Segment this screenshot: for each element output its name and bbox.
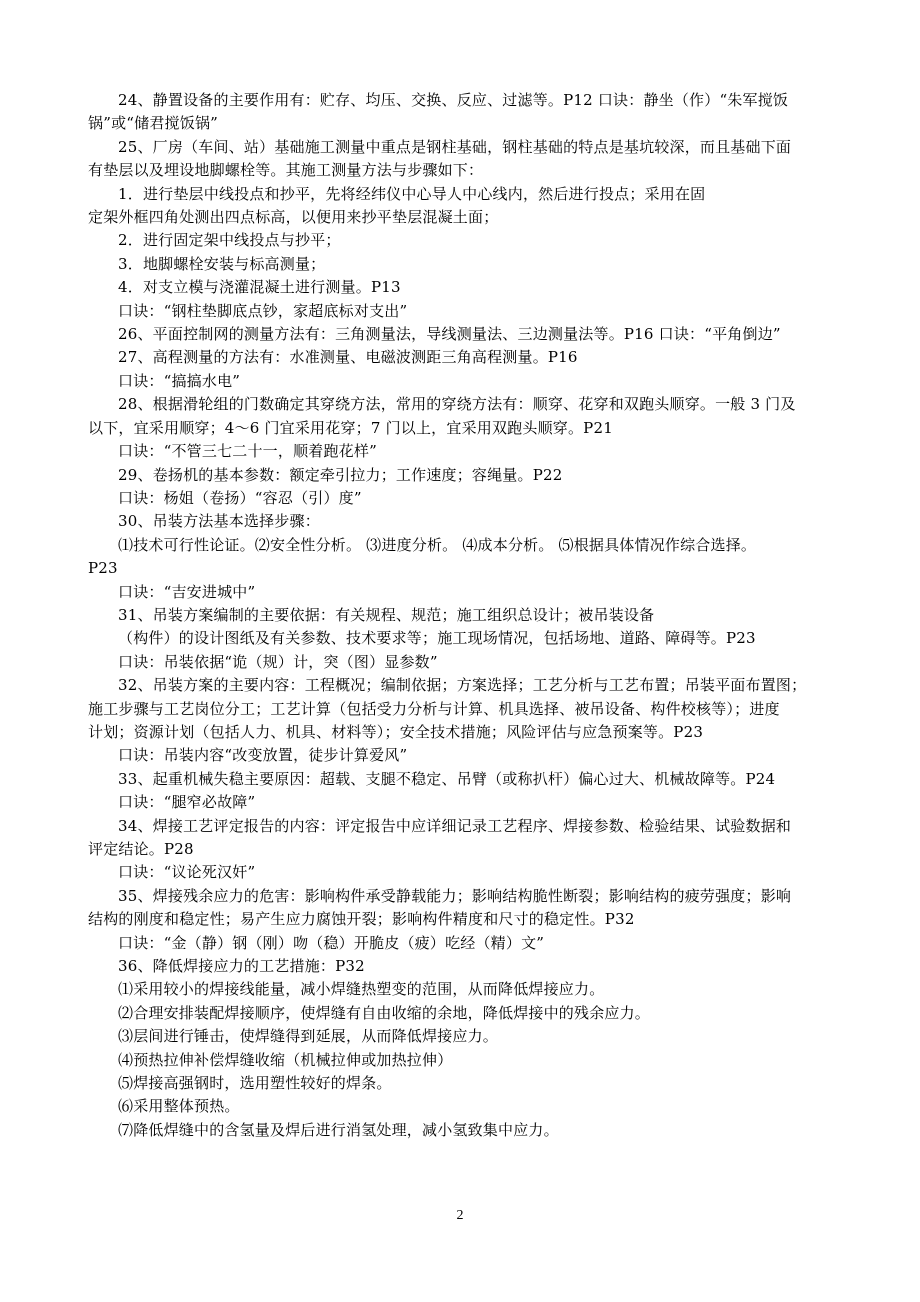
text-line: ⑹采用整体预热。 (118, 1097, 240, 1116)
text-line: 口诀：吊装内容“改变放置，徒步计算爱风” (118, 746, 408, 765)
text-line: 结构的刚度和稳定性；易产生应力腐蚀开裂；影响构件精度和尺寸的稳定性。P32 (88, 910, 635, 929)
text-line: 25、厂房（车间、站）基础施工测量中重点是钢柱基础，钢柱基础的特点是基坑较深，而且基础下面 (118, 137, 792, 156)
text-line: 计划；资源计划（包括人力、机具、材料等）；安全技术措施；风险评估与应急预案等。P23 (88, 722, 704, 741)
text-line: 31、吊装方案编制的主要依据：有关规程、规范；施工组织总设计；被吊装设备 (118, 605, 655, 624)
text-line: 35、焊接残余应力的危害：影响构件承受静载能力；影响结构脆性断裂；影响结构的疲劳强度；影响 (118, 886, 792, 905)
text-line: ⑶层间进行锤击，使焊缝得到延展，从而降低焊接应力。 (118, 1027, 499, 1046)
text-line: 口诀：“不管三七二十一，顺着跑花样” (118, 442, 377, 461)
text-line: 口诀：“吉安进城中” (118, 582, 256, 601)
text-line: P23 (88, 559, 118, 578)
text-line: 33、起重机械失稳主要原因：超载、支腿不稳定、吊臂（或称扒杆）偏心过大、机械故障等。P24 (118, 769, 776, 788)
text-line: 2．进行固定架中线投点与抄平； (118, 231, 341, 250)
text-line: 口诀：“金（静）钢（刚）吻（稳）开脆皮（疲）吃经（精）文” (118, 933, 545, 952)
text-line: 4．对支立模与浇灌混凝土进行测量。P13 (118, 278, 401, 297)
text-line: 口诀：杨姐（卷扬）“容忍（引）度” (118, 488, 362, 507)
page-number: 2 (456, 1208, 464, 1223)
text-line: 29、卷扬机的基本参数：额定牵引拉力；工作速度；容绳量。P22 (118, 465, 563, 484)
text-line: 3．地脚螺栓安装与标高测量； (118, 254, 326, 273)
document-body (88, 89, 844, 1142)
text-line: ⑴技术可行性论证。⑵安全性分析。 ⑶进度分析。 ⑷成本分析。 ⑸根据具体情况作综合选择。 (118, 535, 757, 554)
text-line: ⑷预热拉伸补偿焊缝收缩（机械拉伸或加热拉伸） (118, 1050, 453, 1069)
text-line: 口诀：吊装依据“诡（规）计，突（图）显参数” (118, 652, 438, 671)
text-line: 评定结论。P28 (88, 840, 194, 858)
text-line: 口诀：“腿窄必故障” (118, 793, 256, 812)
text-line: 26、平面控制网的测量方法有：三角测量法，导线测量法、三边测量法等。P16 口诀：“平角倒边” (118, 325, 781, 344)
text-line: （构件）的设计图纸及有关参数、技术要求等；施工现场情况，包括场地、道路、障碍等。P23 (118, 629, 756, 648)
text-line: 24、静置设备的主要作用有：贮存、均压、交换、反应、过滤等。P12 口诀：静坐（作）“朱军搅饭 (118, 91, 789, 109)
text-line: 锅”或“储君搅饭锅” (88, 114, 219, 133)
text-line: 30、吊装方法基本选择步骤： (118, 512, 320, 531)
text-line: 口诀：“钢柱垫脚底点钞，家超底标对支出” (118, 301, 408, 320)
text-line: ⑺降低焊缝中的含氢量及焊后进行消氢处理，减小氢致集中应力。 (118, 1120, 559, 1139)
text-line: ⑴采用较小的焊接线能量，减小焊缝热塑变的范围，从而降低焊接应力。 (118, 980, 605, 999)
text-line: ⑵合理安排装配焊接顺序，使焊缝有自由收缩的余地，降低焊接中的残余应力。 (118, 1003, 651, 1022)
text-line: ⑸焊接高强钢时，选用塑性较好的焊条。 (118, 1074, 392, 1093)
text-line: 有垫层以及埋设地脚螺栓等。其施工测量方法与步骤如下： (88, 161, 484, 180)
text-line: 27、高程测量的方法有：水准测量、电磁波测距三角高程测量。P16 (118, 348, 578, 367)
text-line: 28、根据滑轮组的门数确定其穿绕方法，常用的穿绕方法有：顺穿、花穿和双跑头顺穿。一般 3 门及 (118, 395, 796, 414)
text-line: 施工步骤与工艺岗位分工；工艺计算（包括受力分析与计算、机具选择、被吊设备、构件校核等）；进度 (88, 699, 780, 718)
text-line: 32、吊装方案的主要内容：工程概况；编制依据；方案选择；工艺分析与工艺布置；吊装平面布置图； (118, 676, 807, 695)
text-line: 1．进行垫层中线投点和抄平，先将经纬仪中心导人中心线内，然后进行投点；采用在固 (118, 184, 706, 203)
text-line: 口诀：“搞搞水电” (118, 371, 241, 390)
text-line: 34、焊接工艺评定报告的内容：评定报告中应详细记录工艺程序、焊接参数、检验结果、试验数据和 (118, 816, 792, 835)
text-line: 口诀：“议论死汉奸” (118, 863, 256, 882)
text-line: 以下，宜采用顺穿；4～6 门宜采用花穿；7 门以上，宜采用双跑头顺穿。P21 (88, 418, 613, 437)
text-line: 36、降低焊接应力的工艺措施：P32 (118, 957, 365, 976)
text-line: 定架外框四角处测出四点标高，以便用来抄平垫层混凝土面； (88, 208, 499, 227)
